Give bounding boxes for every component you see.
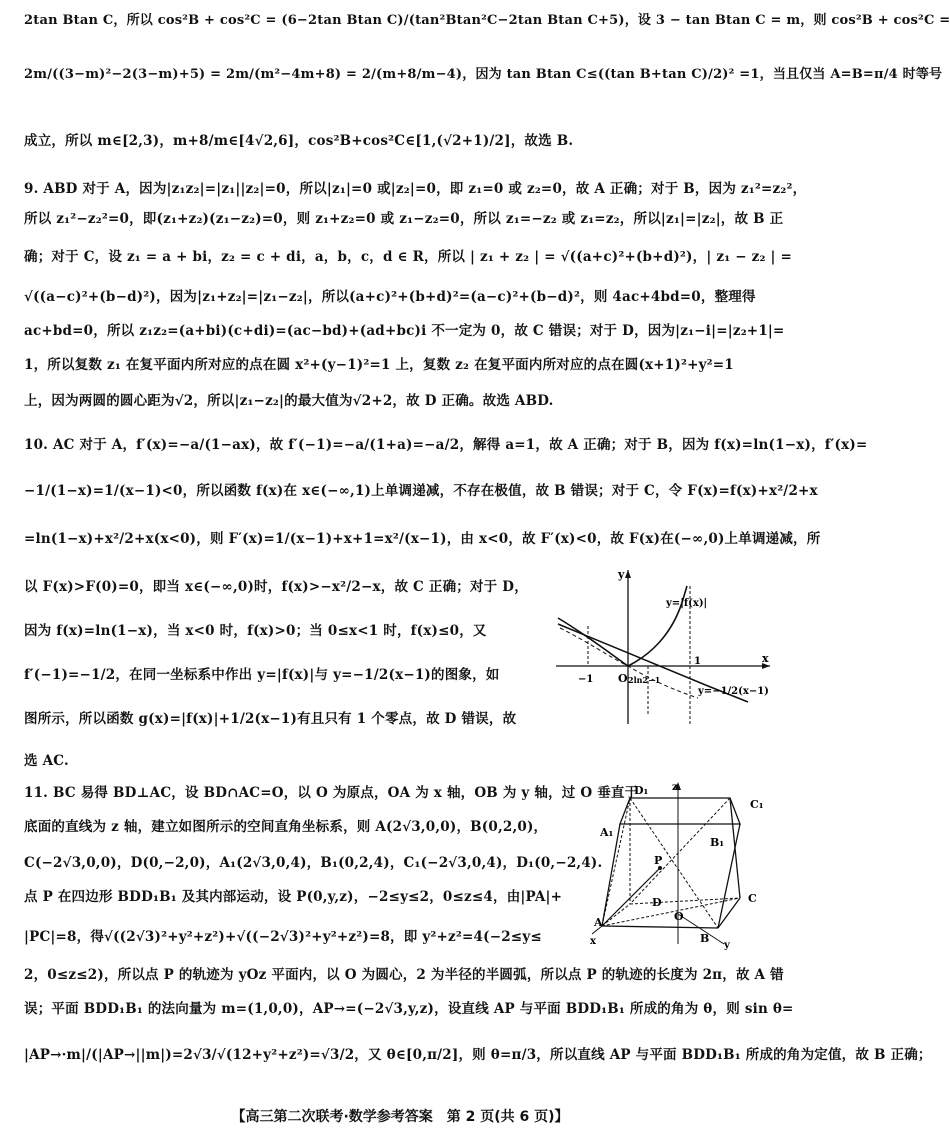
y-axis-arrow (625, 570, 631, 578)
label-A1: A₁ (600, 826, 614, 839)
label-C: C (748, 892, 757, 905)
label-D: D (652, 896, 662, 909)
text-line: 成立，所以 m∈[2,3)，m+8/m∈[4√2,6]，cos²B+cos²C∈[1,(√2+1)/2]，故选 B. (24, 133, 574, 149)
top-face (620, 798, 740, 824)
text-line: 10. AC 对于 A，f′(x)=−a/(1−ax)，故 f′(−1)=−a/(1+a)=−a/2，解得 a=1，故 A 正确；对于 B，因为 f(x)=ln(1−x)，f′(x)= (24, 437, 868, 453)
text-line: ac+bd=0，所以 z₁z₂=(a+bi)(c+di)=(ac−bd)+(ad+bc)i 不一定为 0，故 C 错误；对于 D，因为|z₁−i|=|z₂+1|= (24, 323, 785, 339)
text-line: −1/(1−x)=1/(x−1)<0，所以函数 f(x)在 x∈(−∞,1)上单调递减，不存在极值，故 B 错误；对于 C，令 F(x)=f(x)+x²/2+x (24, 483, 818, 499)
x-axis-label: x (590, 936, 596, 947)
hidden-edge (602, 904, 630, 926)
diagonal (630, 798, 730, 904)
label-C1: C₁ (750, 798, 764, 811)
origin-label: O (618, 672, 628, 685)
bottom-edge (602, 926, 718, 928)
diagonal (630, 798, 718, 928)
text-line: f′(−1)=−1/2，在同一坐标系中作出 y=|f(x)|与 y=−1/2(x−1)的图象，如 (24, 667, 500, 683)
text-line: 2，0≤z≤2)，所以点 P 的轨迹为 yOz 平面内，以 O 为圆心，2 为半径的半圆弧，所以点 P 的轨迹的长度为 2π，故 A 错 (24, 967, 784, 983)
text-line: 因为 f(x)=ln(1−x)，当 x<0 时，f(x)>0；当 0≤x<1 时，f(x)≤0，又 (24, 623, 487, 639)
label-abs-f: y=|f(x)| (666, 598, 708, 609)
text-line: 9. ABD 对于 A，因为|z₁z₂|=|z₁||z₂|=0，所以|z₁|=0 或|z₂|=0，即 z₁=0 或 z₂=0，故 A 正确；对于 B，因为 z₁²=z₂²， (24, 181, 807, 197)
tick-label-2ln2-1: 2ln2−1 (628, 675, 661, 685)
text-line: 所以 z₁²−z₂²=0，即(z₁+z₂)(z₁−z₂)=0，则 z₁+z₂=0 或 z₁−z₂=0，所以 z₁=−z₂ 或 z₁=z₂，所以|z₁|=|z₂|，故 B 正 (24, 211, 784, 227)
label-B: B (700, 932, 710, 945)
text-line: √((a−c)²+(b−d)²)，因为|z₁+z₂|=|z₁−z₂|，所以(a+c)²+(b+d)²=(a−c)²+(b−d)²，则 4ac+4bd=0，整理得 (24, 289, 756, 305)
label-P: P (654, 854, 663, 867)
text-line: |PC|=8，得√((2√3)²+y²+z²)+√((−2√3)²+y²+z²)=8，即 y²+z²=4(−2≤y≤ (24, 929, 542, 945)
function-graph (548, 566, 778, 726)
text-line: 1，所以复数 z₁ 在复平面内所对应的点在圆 x²+(y−1)²=1 上，复数 z₂ 在复平面内所对应的点在圆(x+1)²+y²=1 (24, 357, 734, 373)
label-D1: D₁ (634, 784, 649, 797)
tick-label-neg1: −1 (578, 674, 594, 685)
text-line: 2m/((3−m)²−2(3−m)+5) = 2m/(m²−4m+8) = 2/(m+8/m−4)，因为 tan Btan C≤((tan B+tan C)/2)² =1，当且仅当 A=B=π/4 时等号 (24, 67, 943, 82)
text-line: 误；平面 BDD₁B₁ 的法向量为 m=(1,0,0)，AP→=(−2√3,y,z)，设直线 AP 与平面 BDD₁B₁ 所成的角为 θ，则 sin θ= (24, 1001, 794, 1017)
cube-diagram (590, 778, 780, 952)
text-line: 点 P 在四边形 BDD₁B₁ 及其内部运动，设 P(0,y,z)，−2≤y≤2，0≤z≤4，由|PA|+ (24, 889, 563, 905)
text-line: =ln(1−x)+x²/2+x(x<0)，则 F′(x)=1/(x−1)+x+1=x²/(x−1)，由 x<0，故 F′(x)<0，故 F(x)在(−∞,0)上单调递减，所 (24, 531, 821, 547)
page-footer: 【高三第二次联考·数学参考答案 第 2 页(共 6 页)】 (231, 1109, 569, 1125)
text-line: 以 F(x)>F(0)=0，即当 x∈(−∞,0)时，f(x)>−x²/2−x，故 C 正确；对于 D， (24, 579, 528, 595)
text-line: 底面的直线为 z 轴，建立如图所示的空间直角坐标系，则 A(2√3,0,0)，B(0,2,0)， (24, 819, 548, 835)
text-line: 选 AC. (24, 753, 69, 769)
z-axis-label: z (672, 782, 678, 793)
curve-dashed (560, 628, 698, 698)
label-A: A (594, 916, 603, 929)
y-axis-label: y (724, 940, 730, 951)
text-line: 11. BC 易得 BD⊥AC，设 BD∩AC=O，以 O 为原点，OA 为 x 轴，OB 为 y 轴，过 O 垂直于 (24, 785, 639, 801)
text-line: 图所示，所以函数 g(x)=|f(x)|+1/2(x−1)有且只有 1 个零点，故 D 错误，故 (24, 711, 517, 727)
text-line: 上，因为两圆的圆心距为√2，所以|z₁−z₂|的最大值为√2+2，故 D 正确。故选 ABD. (24, 393, 554, 409)
label-B1: B₁ (710, 836, 725, 849)
text-line: |AP→·m|/(|AP→||m|)=2√3/√(12+y²+z²)=√3/2，又 θ∈[0,π/2]，则 θ=π/3，所以直线 AP 与平面 BDD₁B₁ 所成的角为定值，故 B 正确； (24, 1047, 932, 1063)
text-line: C(−2√3,0,0)，D(0,−2,0)，A₁(2√3,0,4)，B₁(0,2,4)，C₁(−2√3,0,4)，D₁(0,−2,4). (24, 855, 603, 871)
y-axis-label: y (618, 568, 625, 581)
x-axis-label: x (762, 652, 769, 665)
tick-label-1: 1 (694, 656, 701, 667)
text-line: 确；对于 C，设 z₁ = a + bi，z₂ = c + di，a，b，c，d ∈ R，所以 | z₁ + z₂ | = √((a+c)²+(b+d)²)，| z₁ − z₂ | = (24, 249, 793, 265)
label-line: y=−1/2(x−1) (698, 686, 769, 697)
label-O: O (674, 910, 684, 923)
text-line: 2tan Btan C，所以 cos²B + cos²C = (6−2tan Btan C)/(tan²Btan²C−2tan Btan C+5)，设 3 − tan Btan C = m，则 cos²B + cos²C = (24, 13, 950, 28)
